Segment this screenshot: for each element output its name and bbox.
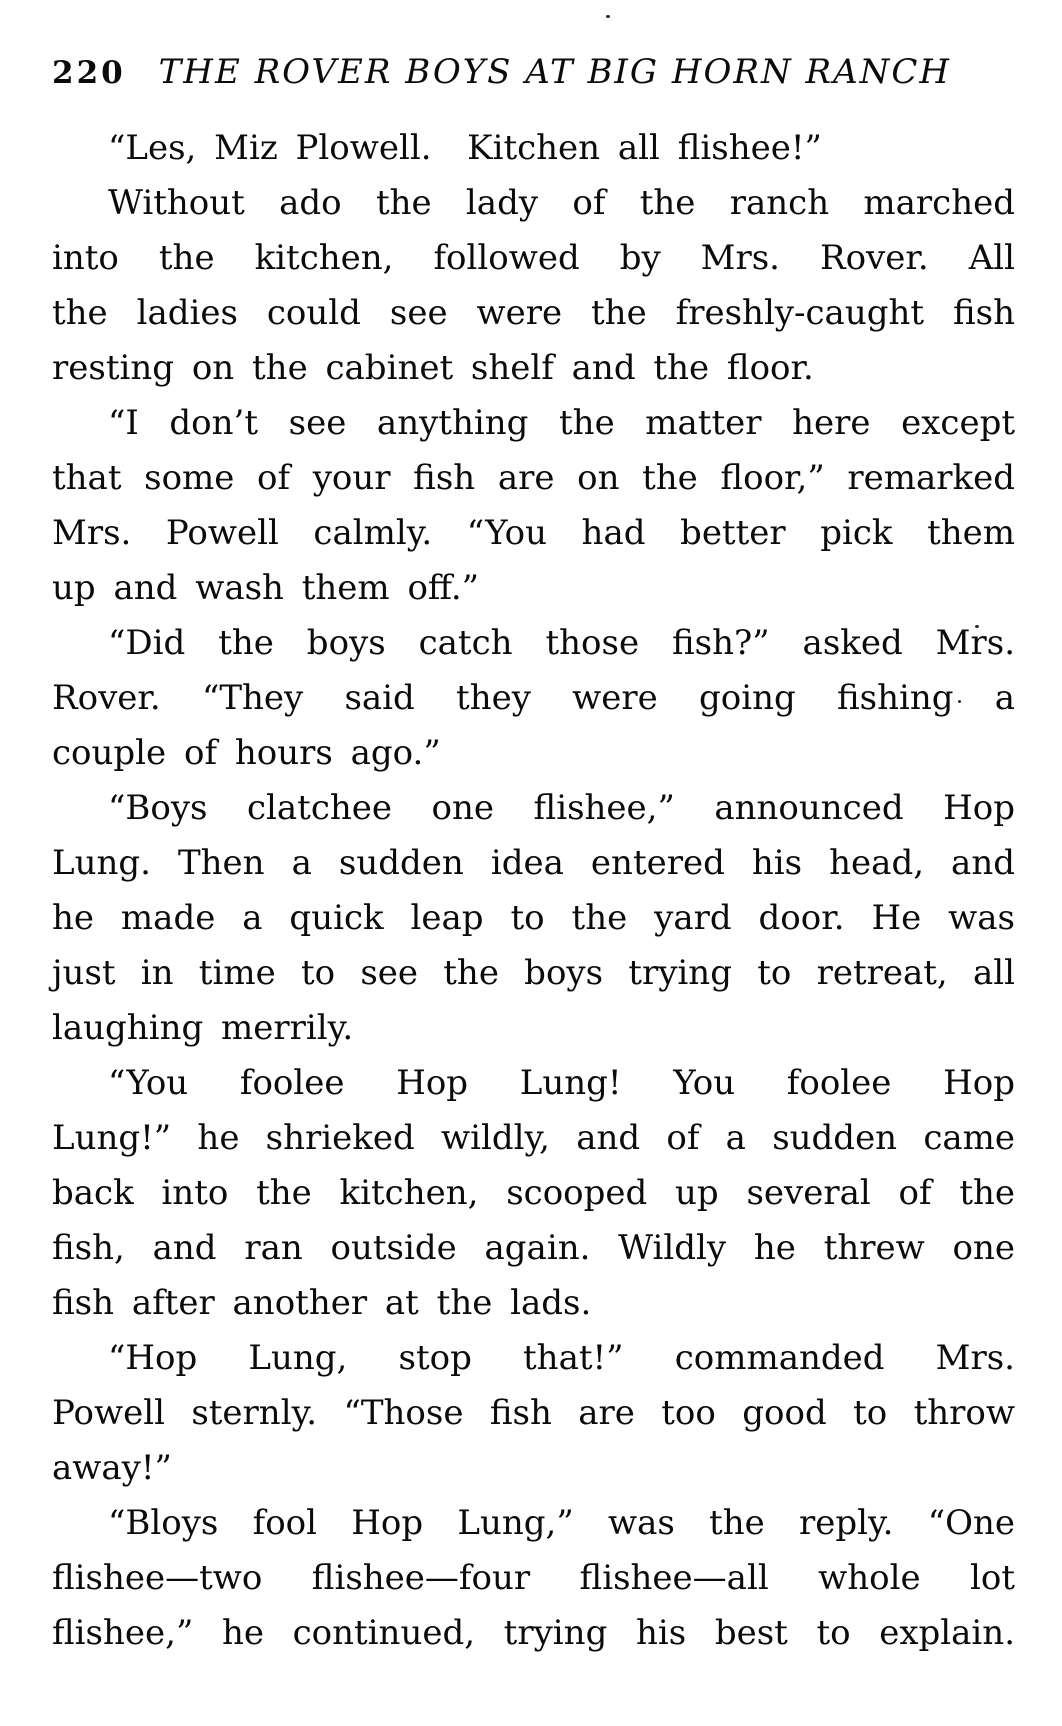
text-line: “Hop Lung, stop that!” commanded Mrs. <box>108 1338 1015 1378</box>
text-line: Lung. Then a sudden idea entered his head, and <box>52 843 1015 883</box>
text-line: fish after another at the lads. <box>52 1283 592 1323</box>
text-line: back into the kitchen, scooped up several of the <box>52 1173 1015 1213</box>
text-line: “I don’t see anything the matter here except <box>108 403 1015 443</box>
text-line: Mrs. Powell calmly. “You had better pick them <box>52 513 1015 553</box>
page-text <box>52 121 1015 1661</box>
text-line: Powell sternly. “Those fish are too good to throw <box>52 1393 1015 1433</box>
text-line: Lung!” he shrieked wildly, and of a sudden came <box>52 1118 1015 1158</box>
text-line: that some of your fish are on the floor,” remarked <box>52 458 1015 498</box>
text-line: flishee,” he continued, trying his best to explain. <box>52 1613 1015 1653</box>
text-line: flishee—two flishee—four flishee—all whole lot <box>52 1558 1015 1598</box>
text-line: “Les, Miz Plowell. Kitchen all flishee!” <box>108 128 822 168</box>
text-line: just in time to see the boys trying to retreat, all <box>52 953 1015 993</box>
text-line: Rover. “They said they were going fishing a <box>52 678 1015 718</box>
text-line: fish, and ran outside again. Wildly he threw one <box>52 1228 1015 1268</box>
text-line: Without ado the lady of the ranch marched <box>108 183 1015 223</box>
text-line: resting on the cabinet shelf and the floor. <box>52 348 814 388</box>
text-line: away!” <box>52 1448 172 1488</box>
text-line: laughing merrily. <box>52 1008 354 1048</box>
text-line: “Did the boys catch those fish?” asked Mrs. <box>108 623 1015 663</box>
text-line: the ladies could see were the freshly-caught fish <box>52 293 1015 333</box>
text-line: couple of hours ago.” <box>52 733 441 773</box>
text-line: “You foolee Hop Lung! You foolee Hop <box>108 1063 1015 1103</box>
page-number: 220 <box>52 55 126 91</box>
page-header <box>52 46 1014 99</box>
text-line: up and wash them off.” <box>52 568 480 608</box>
text-line: he made a quick leap to the yard door. He was <box>52 898 1015 938</box>
scan-speck <box>606 15 610 18</box>
text-line: “Boys clatchee one flishee,” announced Hop <box>108 788 1015 828</box>
text-line: “Bloys fool Hop Lung,” was the reply. “One <box>108 1503 1015 1543</box>
text-line: into the kitchen, followed by Mrs. Rover. All <box>52 238 1015 278</box>
running-title: THE ROVER BOYS AT BIG HORN RANCH <box>158 52 952 92</box>
